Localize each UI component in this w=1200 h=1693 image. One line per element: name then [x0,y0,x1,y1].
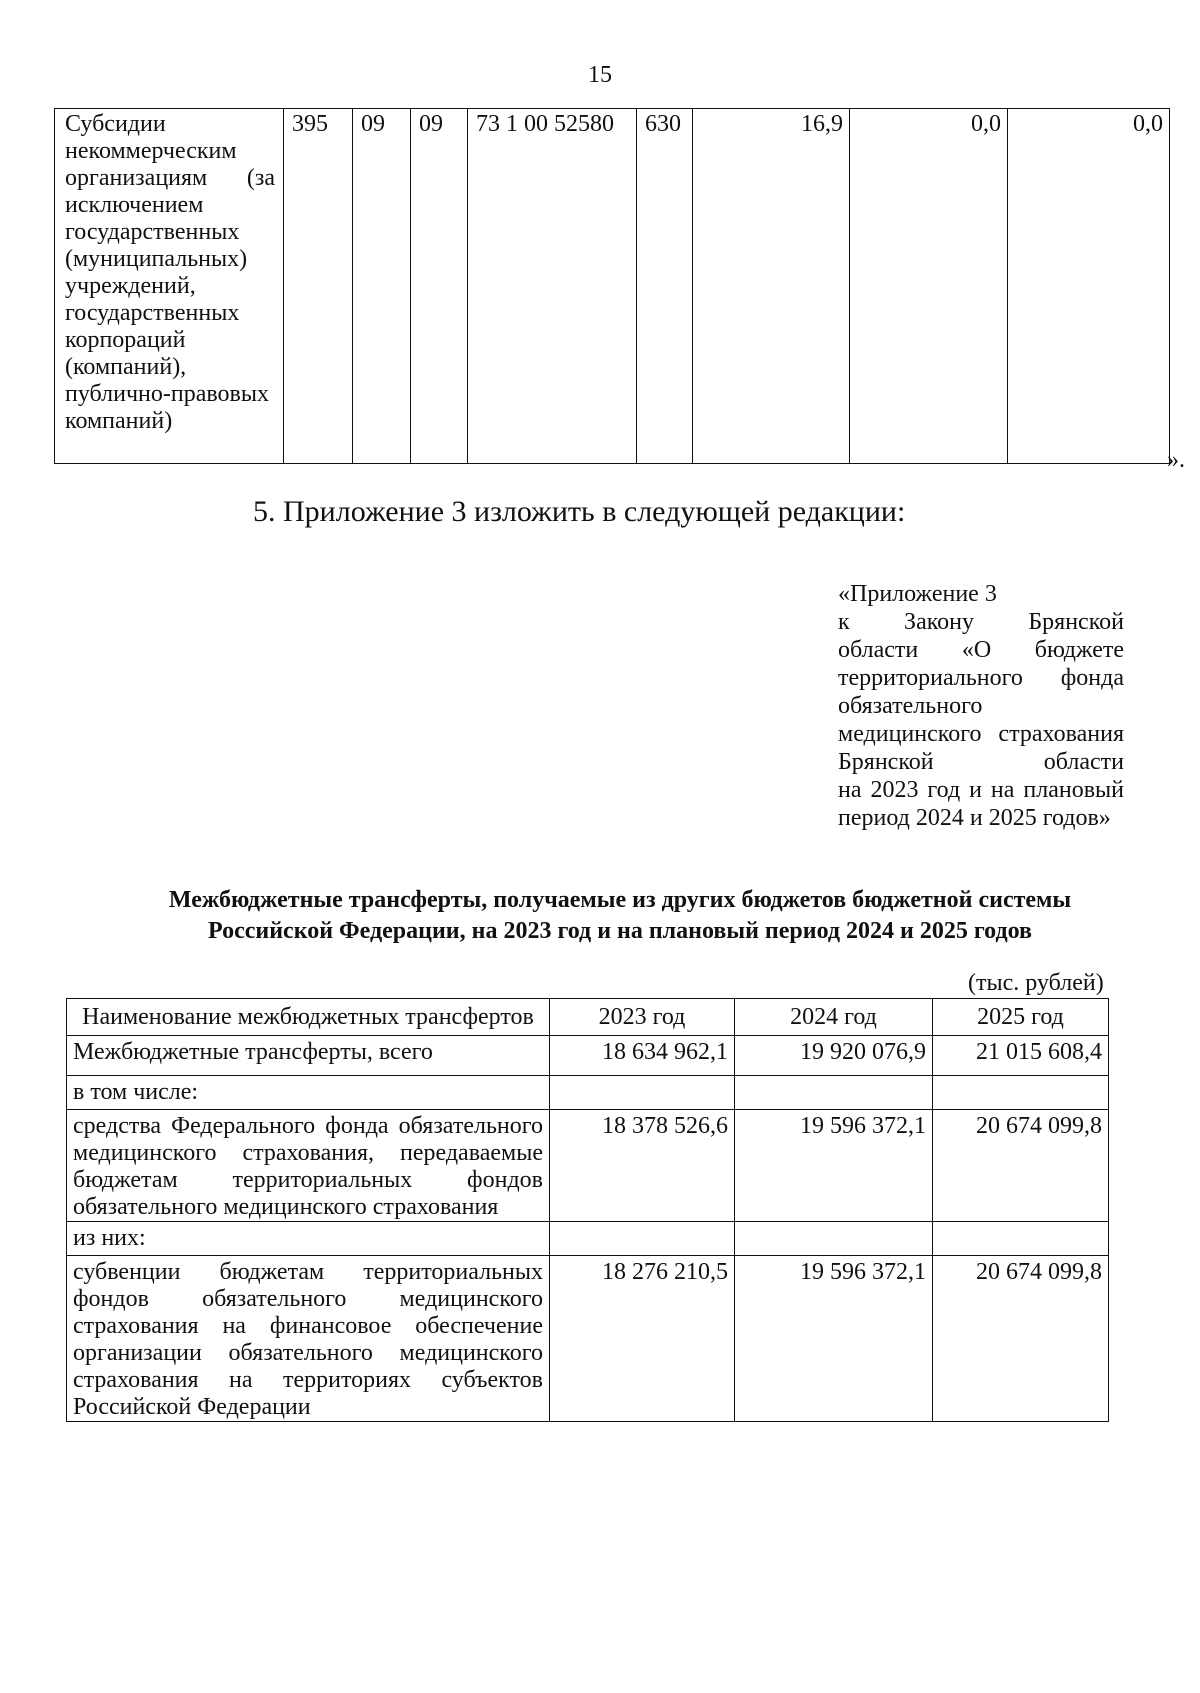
annex-line: территориального фонда [838,665,1124,691]
annex-line: медицинского страхования [838,721,1124,747]
header-2023: 2023 год [550,999,735,1036]
annex-line: к Закону Брянской [838,609,1124,635]
annex-line: Брянской области [838,749,1124,775]
value-2024: 19 920 076,9 [735,1036,933,1076]
units-label: (тыс. рублей) [968,970,1104,996]
amount-2023-cell: 16,9 [693,109,850,464]
value-2024: 19 596 372,1 [735,1110,933,1222]
target-article-cell: 73 1 00 52580 [468,109,637,464]
value-2023: 18 634 962,1 [550,1036,735,1076]
subsection-code-cell: 09 [411,109,468,464]
expense-type-cell: 630 [637,109,693,464]
table-row [67,1110,1109,1222]
subsidy-name-cell: Субсидии некоммерческим организациям (за исключением государственных (муниципальных) учреждений, государственных корпораций (компаний), публично-правовых компаний) [55,109,284,464]
table-row [67,1036,1109,1076]
value-2023: 18 378 526,6 [550,1110,735,1222]
row-name: в том числе: [67,1076,550,1110]
transfers-table [66,998,1109,1422]
header-2025: 2025 год [933,999,1109,1036]
row-name: субвенции бюджетам территориальных фондов обязательного медицинского страхования на финансовое обеспечение организации обязательного медицинского страхования на территориях субъектов Российской Федерации [67,1256,550,1422]
annex-reference [838,580,1124,832]
amount-2025-cell: 0,0 [1008,109,1170,464]
row-name: средства Федерального фонда обязательного медицинского страхования, передаваемые бюджетам территориальных фондов обязательного медицинского страхования [67,1110,550,1222]
value-2025: 21 015 608,4 [933,1036,1109,1076]
budget-code-cell: 395 [284,109,353,464]
table-title-line: Межбюджетные трансферты, получаемые из других бюджетов бюджетной системы [168,887,1072,913]
amount-2024-cell: 0,0 [850,109,1008,464]
table-row [67,1222,1109,1256]
value-2025 [933,1222,1109,1256]
table-header-row [67,999,1109,1036]
annex-line: обязательного [838,693,983,719]
table-row [67,1256,1109,1422]
annex-line: период 2024 и 2025 годов» [838,805,1111,831]
table-title-line: Российской Федерации, на 2023 год и на плановый период 2024 и 2025 годов [208,918,1032,944]
page-number: 15 [588,62,612,88]
header-name: Наименование межбюджетных трансфертов [67,999,550,1036]
annex-line: «Приложение 3 [838,581,997,607]
row-name: из них: [67,1222,550,1256]
table-row [55,109,1170,464]
value-2025: 20 674 099,8 [933,1110,1109,1222]
value-2024 [735,1076,933,1110]
table-title [120,885,1120,947]
value-2024: 19 596 372,1 [735,1256,933,1422]
closing-quote: ». [1167,447,1185,473]
row-name: Межбюджетные трансферты, всего [67,1036,550,1076]
header-2024: 2024 год [735,999,933,1036]
table-row [67,1076,1109,1110]
annex-line: на 2023 год и на плановый [838,777,1124,803]
value-2025: 20 674 099,8 [933,1256,1109,1422]
subsidy-table [54,108,1170,464]
value-2023 [550,1076,735,1110]
value-2023: 18 276 210,5 [550,1256,735,1422]
amendment-instruction: 5. Приложение 3 изложить в следующей редакции: [253,495,906,528]
annex-line: области «О бюджете [838,637,1124,663]
value-2023 [550,1222,735,1256]
section-code-cell: 09 [353,109,411,464]
value-2024 [735,1222,933,1256]
value-2025 [933,1076,1109,1110]
